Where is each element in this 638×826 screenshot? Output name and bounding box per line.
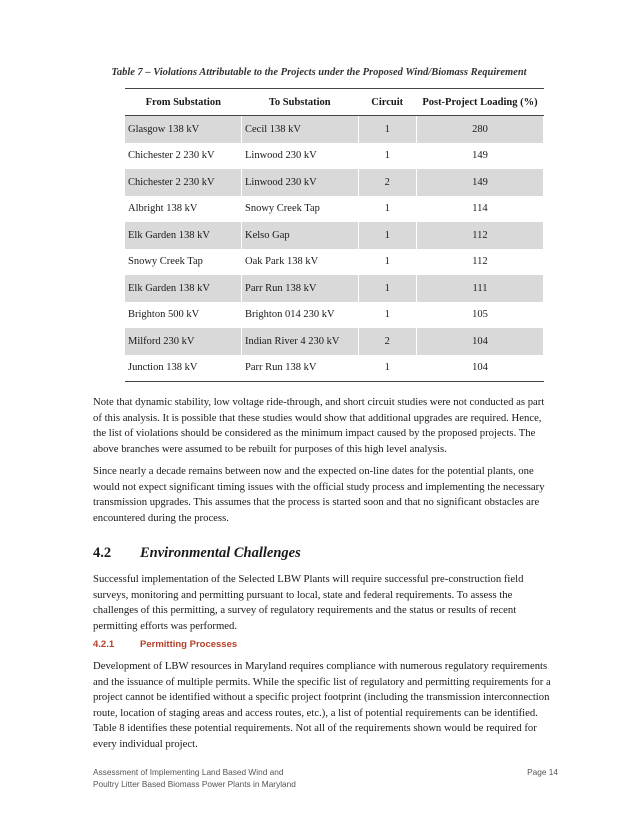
cell-circuit: 1 xyxy=(358,302,416,329)
cell-loading: 149 xyxy=(416,143,543,170)
cell-to: Parr Run 138 kV xyxy=(242,355,359,382)
cell-loading: 149 xyxy=(416,169,543,196)
cell-from: Glasgow 138 kV xyxy=(125,116,242,143)
subsection-number: 4.2.1 xyxy=(93,639,115,650)
footer-title-line1: Assessment of Implementing Land Based Wind and xyxy=(93,767,284,777)
cell-loading: 112 xyxy=(416,249,543,276)
cell-circuit: 1 xyxy=(358,116,416,143)
paragraph-timing: Since nearly a decade remains between now and the expected on-line dates for the potential plants, one would not expect significant timing issues with the official study process and implementing the necessary transmission upgrades. This assumes that the process is started soon and that no significant obstacles are encountered during the process. xyxy=(93,465,545,524)
table-row xyxy=(125,169,544,196)
cell-from: Junction 138 kV xyxy=(125,355,242,382)
footer-title-line2: Poultry Litter Based Biomass Power Plants in Maryland xyxy=(93,779,296,789)
cell-to: Brighton 014 230 kV xyxy=(242,302,359,329)
cell-loading: 280 xyxy=(416,116,543,143)
table-row xyxy=(125,355,544,382)
cell-circuit: 1 xyxy=(358,355,416,382)
subsection-heading xyxy=(93,639,237,650)
cell-loading: 114 xyxy=(416,196,543,223)
cell-to: Cecil 138 kV xyxy=(242,116,359,143)
paragraph-permitting: Development of LBW resources in Maryland requires compliance with numerous regulatory requirements and the issuance of multiple permits. While the specific list of regulatory and permitting requirements for a project cannot be identified without a specific project footprint (including the transmission interconnection route, location of staging areas and access routes, etc.), a list of potential requirements can be identified. Table 8 identifies these potential requirements. Not all of the requirements shown would be required for every individual project. xyxy=(93,660,551,750)
cell-loading: 112 xyxy=(416,222,543,249)
paragraph-study-limitations: Note that dynamic stability, low voltage ride-through, and short circuit studies were not conducted as part of this analysis. It is possible that these studies would show that additional upgrades are required. Hence, the list of violations should be considered as the minimum impact caused by the proposed projects. The above branches were assumed to be rebuilt for purposes of this high level analysis. xyxy=(93,396,545,455)
cell-circuit: 1 xyxy=(358,249,416,276)
header-from: From Substation xyxy=(125,89,242,116)
table-row xyxy=(125,143,544,170)
cell-loading: 104 xyxy=(416,355,543,382)
paragraph-environmental: Successful implementation of the Selected LBW Plants will require successful pre-construction field surveys, monitoring and permitting pursuant to local, state and federal requirements. To assess the challenges of this permitting, a survey of regulatory requirements and the status or results of recent permitting efforts was performed. xyxy=(93,573,524,632)
table-row xyxy=(125,116,544,143)
cell-to: Kelso Gap xyxy=(242,222,359,249)
cell-loading: 105 xyxy=(416,302,543,329)
cell-circuit: 2 xyxy=(358,169,416,196)
header-to: To Substation xyxy=(242,89,359,116)
table-row xyxy=(125,222,544,249)
section-title: Environmental Challenges xyxy=(140,545,301,561)
page-footer xyxy=(93,766,558,790)
cell-circuit: 1 xyxy=(358,143,416,170)
table-row xyxy=(125,275,544,302)
cell-circuit: 1 xyxy=(358,196,416,223)
table-header-row xyxy=(125,89,544,116)
header-loading: Post-Project Loading (%) xyxy=(416,89,543,116)
table-row xyxy=(125,249,544,276)
section-number: 4.2 xyxy=(93,545,112,561)
cell-to: Parr Run 138 kV xyxy=(242,275,359,302)
table-row xyxy=(125,302,544,329)
table-caption: Table 7 – Violations Attributable to the Projects under the Proposed Wind/Biomass Requirement xyxy=(111,67,527,78)
page-number: Page 14 xyxy=(527,767,558,777)
cell-loading: 111 xyxy=(416,275,543,302)
cell-to: Indian River 4 230 kV xyxy=(242,328,359,355)
violations-table xyxy=(125,88,544,382)
section-heading xyxy=(93,545,301,562)
cell-from: Albright 138 kV xyxy=(125,196,242,223)
cell-from: Snowy Creek Tap xyxy=(125,249,242,276)
cell-circuit: 1 xyxy=(358,222,416,249)
table-row xyxy=(125,328,544,355)
cell-circuit: 2 xyxy=(358,328,416,355)
cell-from: Brighton 500 kV xyxy=(125,302,242,329)
header-circuit: Circuit xyxy=(358,89,416,116)
cell-circuit: 1 xyxy=(358,275,416,302)
cell-from: Chichester 2 230 kV xyxy=(125,169,242,196)
table-row xyxy=(125,196,544,223)
cell-from: Elk Garden 138 kV xyxy=(125,275,242,302)
cell-from: Elk Garden 138 kV xyxy=(125,222,242,249)
cell-from: Milford 230 kV xyxy=(125,328,242,355)
cell-to: Oak Park 138 kV xyxy=(242,249,359,276)
cell-from: Chichester 2 230 kV xyxy=(125,143,242,170)
subsection-title: Permitting Processes xyxy=(140,639,238,650)
cell-loading: 104 xyxy=(416,328,543,355)
cell-to: Linwood 230 kV xyxy=(242,143,359,170)
cell-to: Snowy Creek Tap xyxy=(242,196,359,223)
cell-to: Linwood 230 kV xyxy=(242,169,359,196)
